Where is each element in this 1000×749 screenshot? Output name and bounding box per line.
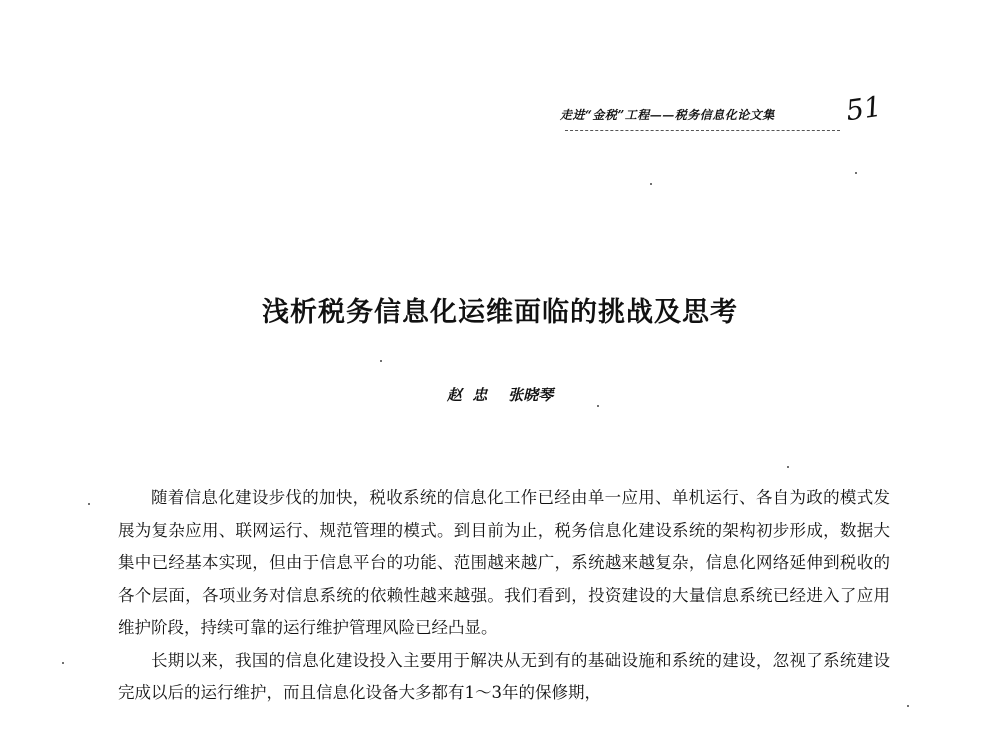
scan-speck [855,172,857,174]
scan-speck [597,405,599,407]
page-number: 51 [843,89,884,128]
article-body [118,482,890,710]
scan-speck [787,466,789,468]
header-rule [565,130,840,131]
scan-speck [88,503,90,505]
paragraph-1: 随着信息化建设步伐的加快，税收系统的信息化工作已经由单一应用、单机运行、各自为政的模式发展为复杂应用、联网运行、规范管理的模式。到目前为止，税务信息化建设系统的架构初步形成，数据大集中已经基本实现，但由于信息平台的功能、范围越来越广，系统越来越复杂，信息化网络延伸到税收的各个层面，各项业务对信息系统的依赖性越来越强。我们看到，投资建设的大量信息系统已经进入了应用维护阶段，持续可靠的运行维护管理风险已经凸显。 [118,488,890,637]
article-authors: 赵 忠 张晓琴 [446,386,554,404]
paragraph-2: 长期以来，我国的信息化建设投入主要用于解决从无到有的基础设施和系统的建设，忽视了系统建设完成以后的运行维护，而且信息化设备大多都有1～3年的保修期， [118,650,890,702]
scan-speck [62,662,64,664]
scan-speck [650,183,652,185]
article-title: 浅析税务信息化运维面临的挑战及思考 [262,297,738,329]
scan-speck [380,360,382,362]
running-header: 走进“金税”工程——税务信息化论文集 [560,108,775,122]
scan-speck [907,705,909,707]
